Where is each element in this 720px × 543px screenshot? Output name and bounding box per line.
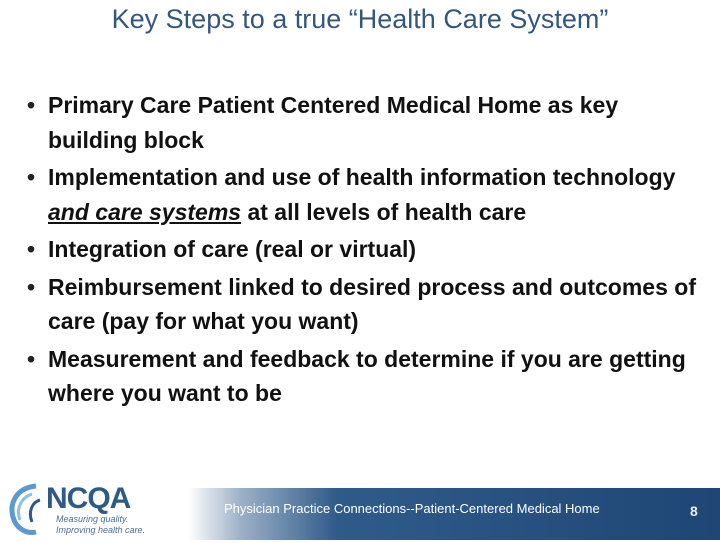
logo-swirl-icon xyxy=(6,480,46,538)
bullet-item xyxy=(22,88,712,157)
bullet-item xyxy=(22,342,712,411)
page-number: 8 xyxy=(690,503,698,519)
bullet-icon: • xyxy=(27,164,36,190)
bullet-icon: • xyxy=(27,273,36,300)
bullet-text: Measurement and feedback to determine if you are getting where you want to be xyxy=(48,345,686,406)
bullet-icon: • xyxy=(27,345,36,372)
footer-caption: Physician Practice Connections--Patient-Centered Medical Home xyxy=(224,501,600,516)
bullet-text-pre: Implementation and use of health information technology xyxy=(48,164,676,190)
bullet-item xyxy=(22,232,712,267)
bullet-item xyxy=(22,270,712,339)
bullet-item xyxy=(22,160,712,229)
logo-wordmark: NCQA xyxy=(46,482,131,515)
bullet-text: Integration of care (real or virtual) xyxy=(48,236,417,262)
bullet-list xyxy=(22,88,712,414)
slide-title: Key Steps to a true “Health Care System” xyxy=(111,4,609,34)
bullet-text: Reimbursement linked to desired process and outcomes of care (pay for what you want) xyxy=(48,273,696,334)
slide-footer xyxy=(0,478,720,540)
bullet-icon: • xyxy=(27,92,36,118)
bullet-text: Primary Care Patient Centered Medical Home as key building block xyxy=(48,92,619,153)
bullet-text-post: at all levels of health care xyxy=(241,198,527,225)
ncqa-logo xyxy=(6,480,156,538)
logo-tagline-2: Improving health care. xyxy=(56,525,146,535)
bullet-text-emphasis: and care systems xyxy=(48,198,242,225)
bullet-icon: • xyxy=(27,236,36,262)
logo-tagline-1: Measuring quality. xyxy=(56,514,129,524)
